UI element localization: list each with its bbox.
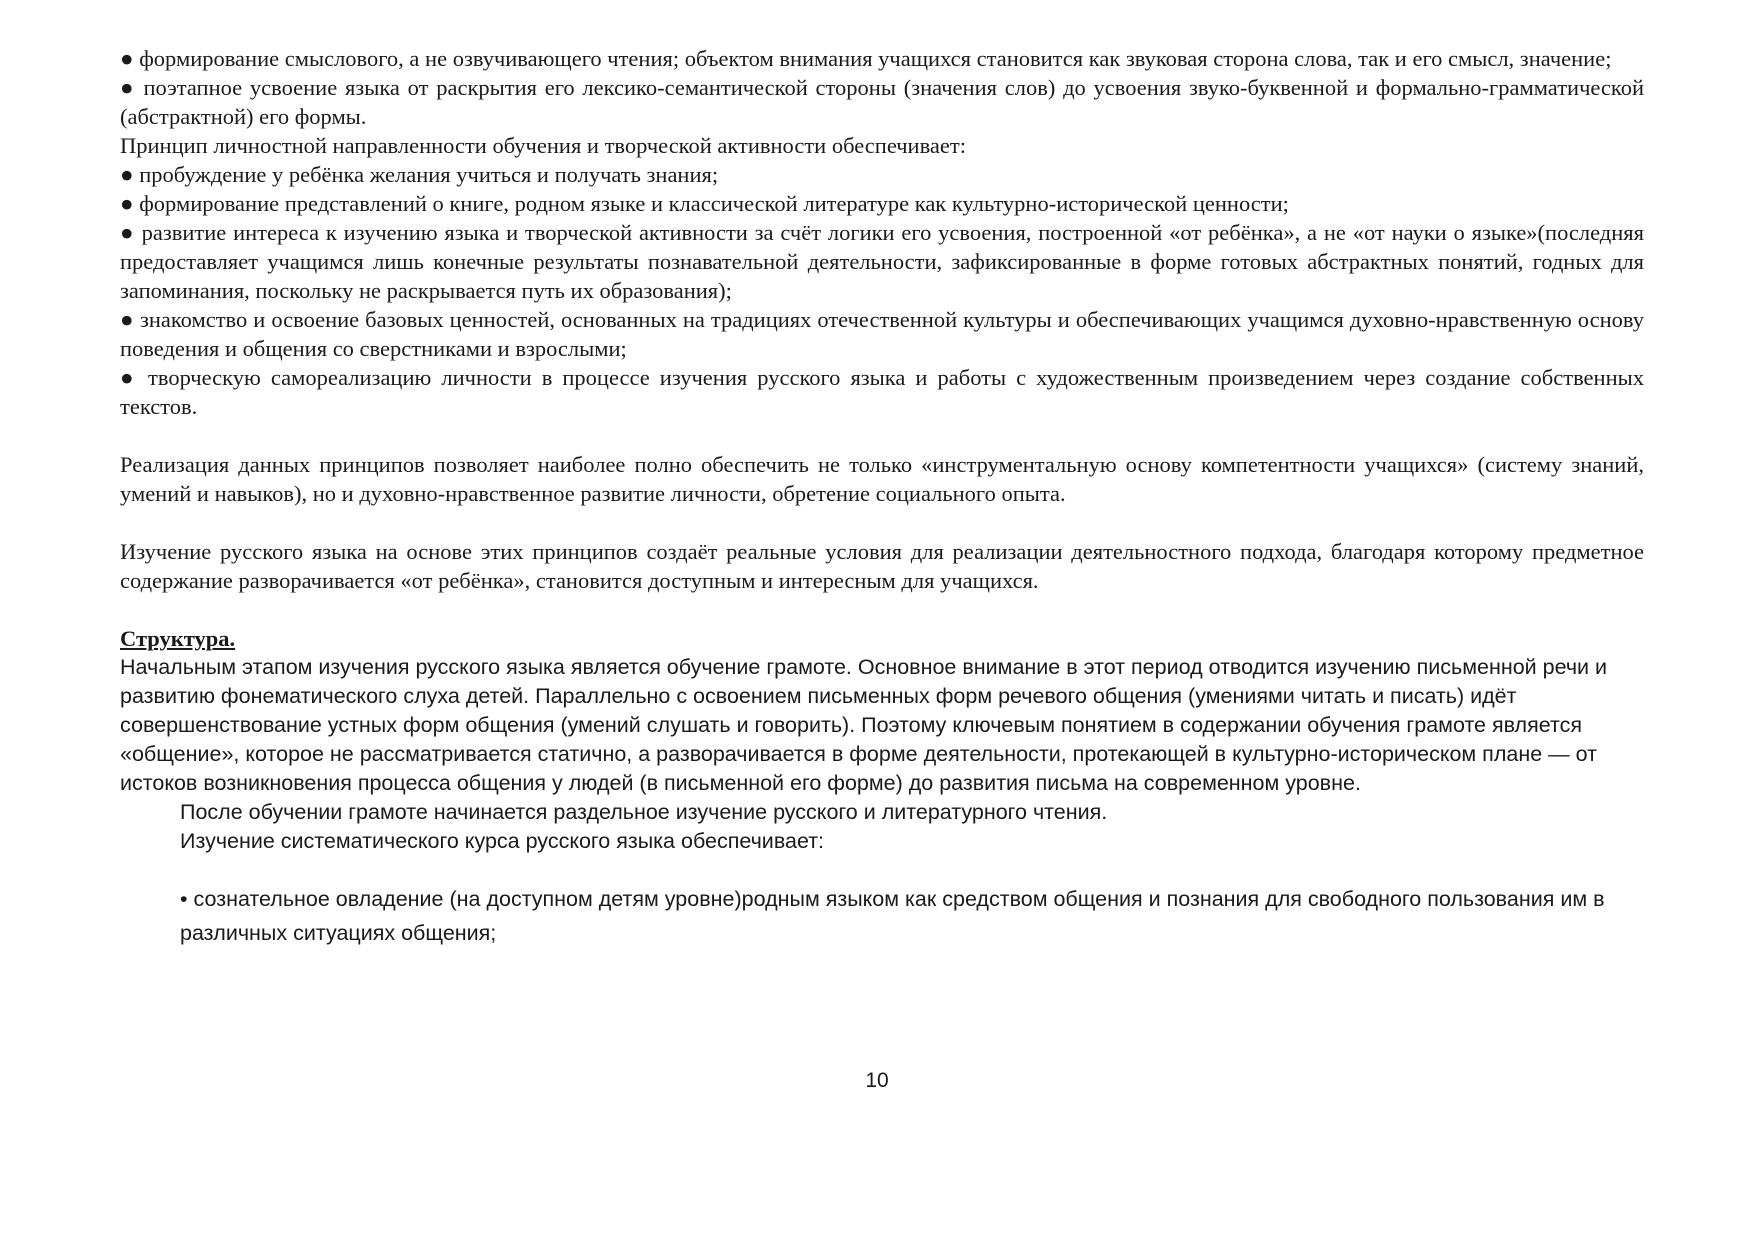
bullet-interest-development: ● развитие интереса к изучению языка и творческой активности за счёт логики его усвоения, построенной «от ребёнка», а не «от науки о языке»(последняя предоставляет учащимся лишь конечные результаты познавательной деятельности, зафиксированные в форме готовых абстрактных понятий, годных для запоминания, поскольку не раскрывается путь их образования); <box>120 220 1644 303</box>
paragraph-implementation: Реализация данных принципов позволяет наиболее полно обеспечить не только «инструментальную основу компетентности учащихся» (систему знаний, умений и навыков), но и духовно-нравственное развитие личности, обретение социального опыта. <box>120 452 1644 506</box>
paragraph-activity-approach: Изучение русского языка на основе этих принципов создаёт реальные условия для реализации деятельностного подхода, благодаря которому предметное содержание разворачивается «от ребёнка», становится доступным и интересным для учащихся. <box>120 539 1644 593</box>
structure-indent-line-2: Изучение систематического курса русского языка обеспечивает: <box>180 829 825 853</box>
bullet-semantic-reading: ● формирование смыслового, а не озвучивающего чтения; объектом внимания учащихся становится как звуковая сторона слова, так и его смысл, значение; <box>120 46 1612 71</box>
bullet-desire-to-learn: ● пробуждение у ребёнка желания учиться и получать знания; <box>120 162 719 187</box>
structure-section <box>120 624 1644 950</box>
structure-indent-line-1: После обучении грамоте начинается раздельное изучение русского и литературного чтения. <box>180 800 1108 824</box>
spacer <box>120 508 1644 537</box>
bullet-basic-values: ● знакомство и освоение базовых ценностей, основанных на традициях отечественной культуры и обеспечивающих учащимся духовно-нравственную основу поведения и общения со сверстниками и взрослыми; <box>120 307 1644 361</box>
structure-heading: Структура. <box>120 626 236 651</box>
structure-bullet: • сознательное овладение (на доступном детям уровне)родным языком как средством общения и познания для свободного пользования им в различных ситуациях общения; <box>180 887 1605 945</box>
bullet-stepwise-learning: ● поэтапное усвоение языка от раскрытия его лексико-семантической стороны (значения слов) до усвоения звуко-буквенной и формально-грамматической (абстрактной) его формы. <box>120 75 1644 129</box>
structure-paragraph: Начальным этапом изучения русского языка является обучение грамоте. Основное внимание в этот период отводится изучению письменной речи и развитию фонематического слуха детей. Параллельно с освоением письменных форм речевого общения (умениями читать и писать) идёт совершенствование устных форм общения (умений слушать и говорить). Поэтому ключевым понятием в содержании обучения грамоте является «общение», которое не рассматривается статично, а разворачивается в форме деятельности, протекающей в культурно-историческом плане — от истоков возникновения процесса общения у людей (в письменной его форме) до развития письма на современном уровне. <box>120 655 1608 795</box>
page-number: 10 <box>865 1069 889 1092</box>
spacer <box>120 421 1644 450</box>
spacer <box>120 595 1644 624</box>
principle-personal-orientation: Принцип личностной направленности обучения и творческой активности обеспечивает: <box>120 133 966 158</box>
document-page <box>120 44 1644 950</box>
bullet-book-concepts: ● формирование представлений о книге, родном языке и классической литературе как культурно-исторической ценности; <box>120 191 1289 216</box>
principles-section <box>120 44 1644 421</box>
bullet-self-realization: ● творческую самореализацию личности в процессе изучения русского языка и работы с художественным произведением через создание собственных текстов. <box>120 365 1644 419</box>
